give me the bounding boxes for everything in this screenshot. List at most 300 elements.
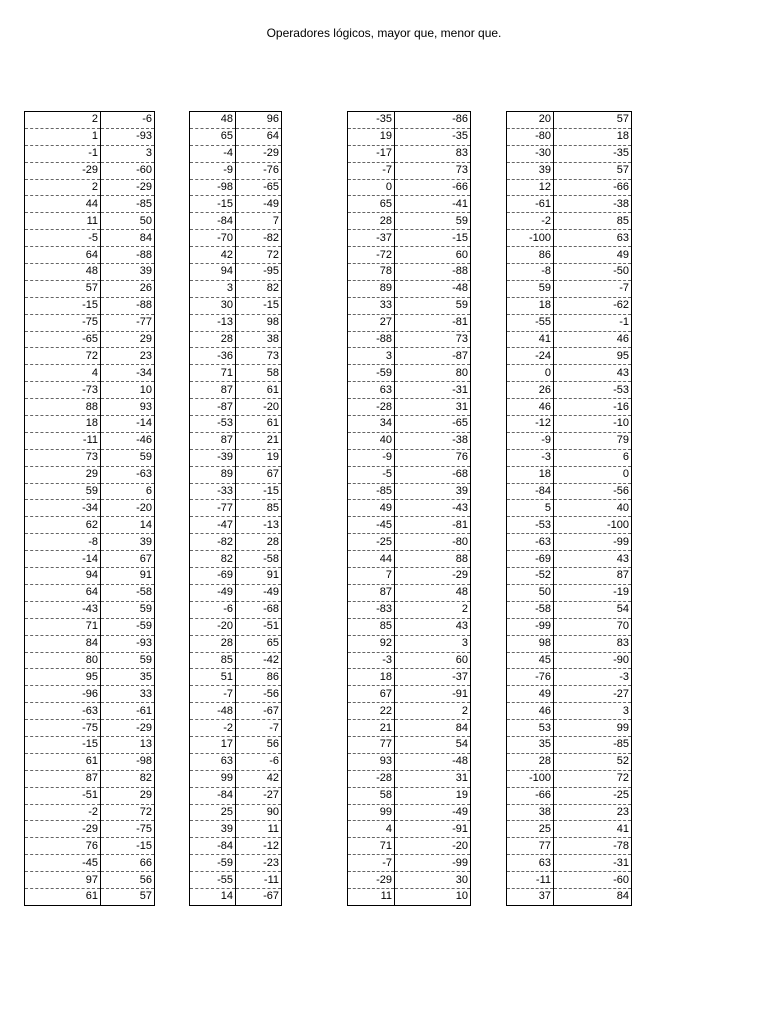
table-cell: 19 xyxy=(348,128,395,145)
table-row xyxy=(25,213,155,230)
table-row xyxy=(190,601,282,618)
table-row xyxy=(190,382,282,399)
table-cell: 59 xyxy=(101,601,155,618)
table-cell: -29 xyxy=(236,145,282,162)
table-cell: 48 xyxy=(190,112,236,129)
table-row xyxy=(507,128,632,145)
table-cell: 58 xyxy=(236,365,282,382)
table-row xyxy=(25,635,155,652)
table-row xyxy=(25,568,155,585)
table-cell: 50 xyxy=(507,584,554,601)
table-cell: 71 xyxy=(190,365,236,382)
table-cell: -51 xyxy=(236,618,282,635)
table-cell: 94 xyxy=(25,568,101,585)
table-cell: -84 xyxy=(507,483,554,500)
table-cell: -52 xyxy=(507,568,554,585)
table-row xyxy=(348,449,471,466)
table-cell: -2 xyxy=(25,804,101,821)
table-cell: -66 xyxy=(395,179,471,196)
table-cell: -81 xyxy=(395,314,471,331)
table-cell: 65 xyxy=(348,196,395,213)
table-row xyxy=(507,213,632,230)
table-row xyxy=(190,179,282,196)
table-row xyxy=(25,652,155,669)
table-row xyxy=(190,247,282,264)
table-cell: 99 xyxy=(190,770,236,787)
table-cell: 20 xyxy=(507,112,554,129)
table-row xyxy=(190,753,282,770)
table-row xyxy=(190,568,282,585)
table-cell: -42 xyxy=(236,652,282,669)
table-cell: 98 xyxy=(507,635,554,652)
table-cell: 11 xyxy=(348,888,395,905)
table-cell: 84 xyxy=(101,230,155,247)
table-cell: 2 xyxy=(25,112,101,129)
table-row xyxy=(25,601,155,618)
table-cell: 46 xyxy=(507,399,554,416)
table-row xyxy=(25,280,155,297)
table-cell: -90 xyxy=(554,652,632,669)
table-cell: 85 xyxy=(554,213,632,230)
table-row xyxy=(507,112,632,129)
table-row xyxy=(507,162,632,179)
table-cell: 60 xyxy=(395,652,471,669)
table-row xyxy=(348,821,471,838)
table-row xyxy=(507,686,632,703)
table-row xyxy=(348,297,471,314)
table-cell: -68 xyxy=(236,601,282,618)
table-cell: 76 xyxy=(395,449,471,466)
table-cell: 87 xyxy=(348,584,395,601)
table-cell: 87 xyxy=(25,770,101,787)
table-row xyxy=(348,669,471,686)
table-row xyxy=(348,230,471,247)
table-cell: 64 xyxy=(25,584,101,601)
table-row xyxy=(190,280,282,297)
table-row xyxy=(348,264,471,281)
table-cell: 61 xyxy=(25,753,101,770)
table-cell: 57 xyxy=(101,888,155,905)
table-cell: 33 xyxy=(348,297,395,314)
table-cell: -6 xyxy=(236,753,282,770)
number-table-3 xyxy=(347,111,471,906)
table-cell: 53 xyxy=(507,720,554,737)
table-cell: 7 xyxy=(236,213,282,230)
table-cell: 42 xyxy=(190,247,236,264)
table-cell: -12 xyxy=(507,416,554,433)
table-cell: 1 xyxy=(25,128,101,145)
table-cell: 43 xyxy=(554,365,632,382)
table-row xyxy=(507,449,632,466)
table-row xyxy=(348,179,471,196)
table-row xyxy=(190,804,282,821)
table-cell: -3 xyxy=(554,669,632,686)
table-cell: -63 xyxy=(101,466,155,483)
table-row xyxy=(507,264,632,281)
table-row xyxy=(507,314,632,331)
table-row xyxy=(507,770,632,787)
table-cell: 83 xyxy=(554,635,632,652)
table-cell: 3 xyxy=(554,703,632,720)
table-row xyxy=(348,584,471,601)
table-row xyxy=(507,872,632,889)
table-cell: 28 xyxy=(190,331,236,348)
table-row xyxy=(190,872,282,889)
table-row xyxy=(507,703,632,720)
table-cell: 84 xyxy=(554,888,632,905)
table-cell: 91 xyxy=(101,568,155,585)
table-cell: 39 xyxy=(101,264,155,281)
table-cell: 89 xyxy=(190,466,236,483)
table-row xyxy=(25,247,155,264)
table-cell: -5 xyxy=(25,230,101,247)
table-row xyxy=(190,365,282,382)
table-cell: -15 xyxy=(236,297,282,314)
table-row xyxy=(348,855,471,872)
table-cell: 2 xyxy=(25,179,101,196)
table-cell: -84 xyxy=(190,787,236,804)
table-cell: -43 xyxy=(395,500,471,517)
table-cell: -56 xyxy=(554,483,632,500)
table-cell: 72 xyxy=(25,348,101,365)
table-row xyxy=(507,365,632,382)
table-row xyxy=(348,500,471,517)
table-cell: -43 xyxy=(25,601,101,618)
table-cell: -45 xyxy=(25,855,101,872)
table-row xyxy=(190,838,282,855)
table-cell: -9 xyxy=(190,162,236,179)
table-cell: -25 xyxy=(554,787,632,804)
table-cell: 43 xyxy=(554,551,632,568)
table-cell: -77 xyxy=(190,500,236,517)
table-cell: -55 xyxy=(190,872,236,889)
table-cell: 6 xyxy=(101,483,155,500)
table-cell: -31 xyxy=(395,382,471,399)
table-cell: -35 xyxy=(348,112,395,129)
table-row xyxy=(25,466,155,483)
table-row xyxy=(190,584,282,601)
table-cell: -29 xyxy=(25,821,101,838)
table-row xyxy=(507,399,632,416)
table-row xyxy=(190,686,282,703)
table-cell: 82 xyxy=(236,280,282,297)
table-row xyxy=(507,652,632,669)
table-row xyxy=(507,618,632,635)
table-cell: -95 xyxy=(236,264,282,281)
table-cell: 82 xyxy=(190,551,236,568)
table-cell: 67 xyxy=(236,466,282,483)
table-cell: -7 xyxy=(236,720,282,737)
table-cell: 97 xyxy=(25,872,101,889)
table-cell: 73 xyxy=(25,449,101,466)
table-row xyxy=(348,162,471,179)
table-row xyxy=(348,787,471,804)
table-row xyxy=(190,635,282,652)
table-cell: -66 xyxy=(507,787,554,804)
table-cell: -65 xyxy=(395,416,471,433)
number-table-4 xyxy=(506,111,632,906)
table-cell: -20 xyxy=(190,618,236,635)
page-title: Operadores lógicos, mayor que, menor que. xyxy=(266,26,502,40)
table-row xyxy=(507,669,632,686)
table-cell: -34 xyxy=(101,365,155,382)
table-cell: 79 xyxy=(554,432,632,449)
table-cell: -75 xyxy=(25,314,101,331)
table-row xyxy=(348,145,471,162)
table-cell: -29 xyxy=(101,720,155,737)
table-row xyxy=(190,466,282,483)
table-row xyxy=(25,399,155,416)
table-row xyxy=(348,652,471,669)
table-row xyxy=(190,230,282,247)
table-row xyxy=(348,736,471,753)
table-row xyxy=(507,247,632,264)
table-cell: 64 xyxy=(236,128,282,145)
table-row xyxy=(25,770,155,787)
table-cell: -49 xyxy=(395,804,471,821)
table-cell: -7 xyxy=(348,162,395,179)
table-cell: -45 xyxy=(348,517,395,534)
table-cell: -53 xyxy=(554,382,632,399)
table-cell: -48 xyxy=(395,280,471,297)
table-row xyxy=(190,162,282,179)
table-cell: 60 xyxy=(395,247,471,264)
table-cell: 67 xyxy=(101,551,155,568)
table-cell: -19 xyxy=(554,584,632,601)
table-cell: -23 xyxy=(236,855,282,872)
table-cell: 46 xyxy=(507,703,554,720)
table-cell: 61 xyxy=(236,382,282,399)
table-cell: 45 xyxy=(507,652,554,669)
table-cell: 5 xyxy=(507,500,554,517)
table-cell: -1 xyxy=(25,145,101,162)
table-cell: -75 xyxy=(101,821,155,838)
table-cell: 52 xyxy=(554,753,632,770)
table-cell: 48 xyxy=(25,264,101,281)
table-cell: -100 xyxy=(507,770,554,787)
table-cell: 3 xyxy=(190,280,236,297)
table-cell: -81 xyxy=(395,517,471,534)
table-cell: 84 xyxy=(25,635,101,652)
table-cell: 23 xyxy=(554,804,632,821)
table-row xyxy=(25,230,155,247)
table-row xyxy=(25,534,155,551)
table-cell: 76 xyxy=(25,838,101,855)
table-cell: -15 xyxy=(101,838,155,855)
table-cell: 65 xyxy=(236,635,282,652)
table-cell: -35 xyxy=(395,128,471,145)
table-cell: -27 xyxy=(236,787,282,804)
table-cell: 40 xyxy=(554,500,632,517)
table-row xyxy=(348,838,471,855)
table-cell: -82 xyxy=(190,534,236,551)
table-cell: -39 xyxy=(190,449,236,466)
table-row xyxy=(190,618,282,635)
table-cell: -85 xyxy=(101,196,155,213)
table-row xyxy=(25,720,155,737)
table-cell: 49 xyxy=(507,686,554,703)
table-cell: 28 xyxy=(507,753,554,770)
table-row xyxy=(190,416,282,433)
table-row xyxy=(348,534,471,551)
table-row xyxy=(348,348,471,365)
table-cell: 89 xyxy=(348,280,395,297)
table-row xyxy=(507,804,632,821)
table-cell: -28 xyxy=(348,770,395,787)
table-cell: -91 xyxy=(395,686,471,703)
table-cell: -36 xyxy=(190,348,236,365)
table-row xyxy=(190,517,282,534)
table-cell: -33 xyxy=(190,483,236,500)
table-cell: 65 xyxy=(190,128,236,145)
table-cell: 28 xyxy=(190,635,236,652)
table-row xyxy=(25,855,155,872)
table-cell: 59 xyxy=(101,652,155,669)
table-row xyxy=(348,314,471,331)
table-cell: 29 xyxy=(101,787,155,804)
table-cell: 80 xyxy=(395,365,471,382)
table-cell: 33 xyxy=(101,686,155,703)
table-cell: 26 xyxy=(507,382,554,399)
table-row xyxy=(190,888,282,905)
table-cell: -35 xyxy=(554,145,632,162)
table-cell: 88 xyxy=(395,551,471,568)
table-cell: 62 xyxy=(25,517,101,534)
table-row xyxy=(190,314,282,331)
table-cell: 85 xyxy=(190,652,236,669)
table-row xyxy=(190,449,282,466)
table-cell: -7 xyxy=(554,280,632,297)
table-cell: -77 xyxy=(101,314,155,331)
table-row xyxy=(25,331,155,348)
table-row xyxy=(190,770,282,787)
table-cell: 59 xyxy=(395,213,471,230)
table-row xyxy=(25,196,155,213)
table-row xyxy=(25,584,155,601)
table-cell: -65 xyxy=(25,331,101,348)
table-cell: 0 xyxy=(507,365,554,382)
table-cell: 56 xyxy=(101,872,155,889)
table-cell: -15 xyxy=(236,483,282,500)
table-row xyxy=(190,331,282,348)
table-cell: 3 xyxy=(348,348,395,365)
table-cell: 78 xyxy=(348,264,395,281)
table-cell: -31 xyxy=(554,855,632,872)
table-row xyxy=(190,500,282,517)
table-row xyxy=(348,365,471,382)
table-cell: 26 xyxy=(101,280,155,297)
table-cell: -66 xyxy=(554,179,632,196)
table-cell: 85 xyxy=(348,618,395,635)
table-row xyxy=(190,483,282,500)
table-cell: -86 xyxy=(395,112,471,129)
table-cell: -34 xyxy=(25,500,101,517)
table-cell: -63 xyxy=(25,703,101,720)
table-row xyxy=(25,365,155,382)
table-cell: 61 xyxy=(25,888,101,905)
table-cell: -9 xyxy=(348,449,395,466)
table-row xyxy=(25,888,155,905)
table-cell: 44 xyxy=(25,196,101,213)
table-cell: -11 xyxy=(236,872,282,889)
table-cell: 14 xyxy=(190,888,236,905)
table-cell: -72 xyxy=(348,247,395,264)
table-cell: 86 xyxy=(236,669,282,686)
table-row xyxy=(507,500,632,517)
table-row xyxy=(348,432,471,449)
table-cell: 39 xyxy=(395,483,471,500)
table-cell: 41 xyxy=(507,331,554,348)
table-cell: -80 xyxy=(507,128,554,145)
table-cell: -6 xyxy=(101,112,155,129)
table-cell: -48 xyxy=(190,703,236,720)
table-cell: -60 xyxy=(101,162,155,179)
table-cell: 2 xyxy=(395,601,471,618)
table-row xyxy=(190,213,282,230)
table-cell: 21 xyxy=(236,432,282,449)
table-cell: -3 xyxy=(348,652,395,669)
table-cell: 61 xyxy=(236,416,282,433)
table-row xyxy=(507,331,632,348)
table-cell: 30 xyxy=(395,872,471,889)
number-table-1 xyxy=(24,111,155,906)
table-cell: -27 xyxy=(554,686,632,703)
table-row xyxy=(25,179,155,196)
table-cell: -7 xyxy=(348,855,395,872)
table-cell: -58 xyxy=(236,551,282,568)
table-cell: -37 xyxy=(348,230,395,247)
table-cell: 18 xyxy=(507,466,554,483)
table-cell: 39 xyxy=(190,821,236,838)
table-cell: -84 xyxy=(190,213,236,230)
table-cell: -87 xyxy=(190,399,236,416)
table-cell: 77 xyxy=(507,838,554,855)
table-cell: 93 xyxy=(101,399,155,416)
table-cell: 49 xyxy=(348,500,395,517)
table-cell: 6 xyxy=(554,449,632,466)
table-cell: -58 xyxy=(507,601,554,618)
table-cell: 0 xyxy=(554,466,632,483)
table-cell: -15 xyxy=(25,736,101,753)
table-cell: -15 xyxy=(190,196,236,213)
table-cell: -13 xyxy=(190,314,236,331)
table-cell: -67 xyxy=(236,888,282,905)
table-cell: -29 xyxy=(395,568,471,585)
table-cell: 0 xyxy=(348,179,395,196)
table-row xyxy=(25,112,155,129)
table-row xyxy=(507,416,632,433)
table-cell: -87 xyxy=(395,348,471,365)
table-cell: -9 xyxy=(507,432,554,449)
table-row xyxy=(25,348,155,365)
table-cell: 72 xyxy=(236,247,282,264)
table-cell: 21 xyxy=(348,720,395,737)
table-row xyxy=(25,669,155,686)
table-row xyxy=(348,703,471,720)
table-cell: -15 xyxy=(395,230,471,247)
table-cell: -75 xyxy=(25,720,101,737)
table-cell: 95 xyxy=(25,669,101,686)
table-cell: 28 xyxy=(236,534,282,551)
table-cell: -56 xyxy=(236,686,282,703)
table-cell: -16 xyxy=(554,399,632,416)
table-row xyxy=(348,280,471,297)
table-cell: 31 xyxy=(395,399,471,416)
table-cell: 98 xyxy=(236,314,282,331)
table-cell: 77 xyxy=(348,736,395,753)
table-row xyxy=(190,264,282,281)
table-cell: 35 xyxy=(101,669,155,686)
